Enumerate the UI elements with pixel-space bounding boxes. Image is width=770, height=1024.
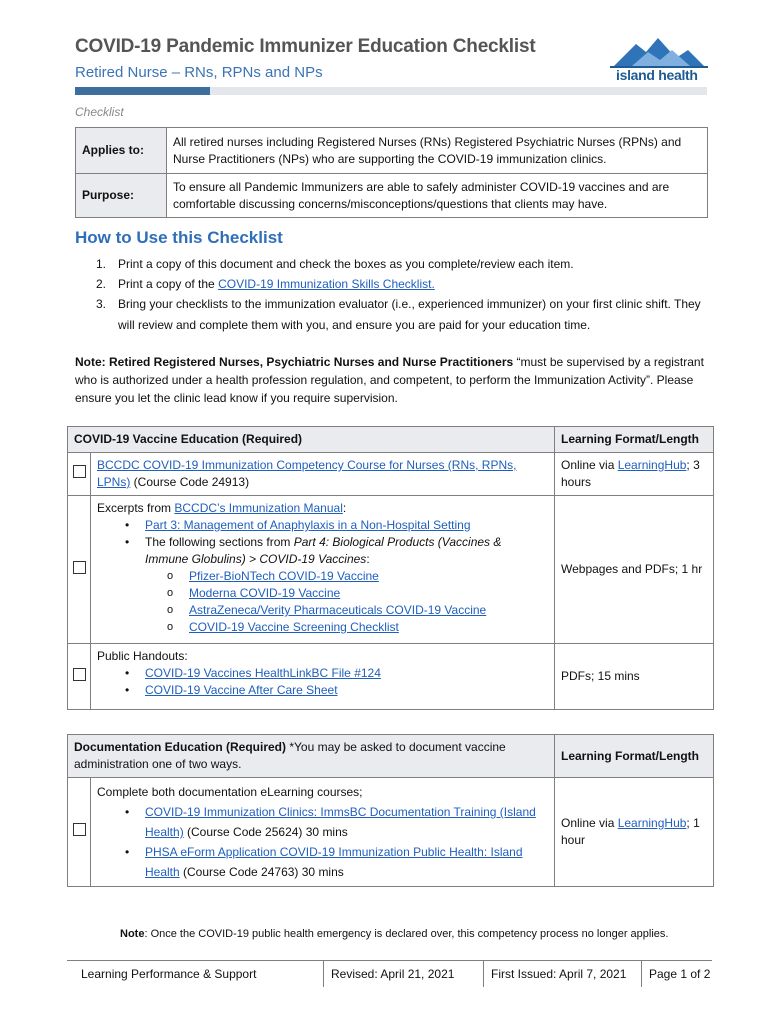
documentation-table-header [68,735,555,778]
purpose-label: Purpose: [76,174,167,218]
checkbox-cell [68,644,91,710]
row-format [555,778,714,887]
island-health-logo [610,36,708,86]
bullet-list [97,665,548,699]
step-text: Print a copy of this document and check the boxes as you complete/review each item. [118,257,574,271]
checkbox[interactable] [73,668,86,681]
note-text: “must be supervised by a registrant who is authorized under a health profession regulation, and competent, to perform the Immunization Activity”. Please ensure you let the clinic lead know if you require supervision. [75,355,704,405]
course-code: (Course Code 24913) [130,475,250,489]
footnote-text: : Once the COVID-19 public health emergency is declared over, this competency process no longer applies. [144,928,669,940]
checkbox[interactable] [73,561,86,574]
intro-text: : [342,501,347,515]
item-text: : [366,552,370,566]
footer-revised: Revised: April 21, 2021 [331,967,455,981]
moderna-link[interactable]: Moderna COVID-19 Vaccine [189,586,341,600]
list-item [135,534,548,636]
row-content [91,778,555,887]
list-item [175,568,548,585]
note-label: Note [75,355,102,369]
note-bold-text: : Retired Registered Nurses, Psychiatric Nurses and Nurse Practitioners [101,355,514,369]
step-text: Print a copy of the [118,277,219,291]
footer-page-number: Page 1 of 2 [649,967,711,981]
footnote-label: Note [120,928,145,940]
mountain-logo-icon [610,36,708,70]
screening-checklist-link[interactable]: COVID-19 Vaccine Screening Checklist [189,620,399,634]
step-1 [96,254,716,274]
document-subtitle: Retired Nurse – RNs, RPNs and NPs [75,64,323,81]
format-text: ; 1 hour [561,816,700,847]
item-italic-text: Part 4: Biological Products (Vaccines & Immune Globulins) > COVID-19 Vaccines [145,535,502,566]
vaccine-education-table [67,426,714,710]
row-format [555,453,714,496]
step-number: 1. [96,257,107,271]
format-text: ; 3 hours [561,458,700,489]
footer-divider [641,961,642,987]
list-item [135,842,548,882]
phsa-eform-link[interactable]: PHSA eForm Application COVID-19 Immunization Public Health: Island Health [145,845,523,879]
steps-list [96,254,716,336]
format-text: Online via [561,816,618,830]
format-header: Learning Format/Length [555,427,714,453]
checkbox[interactable] [73,465,86,478]
list-item [175,602,548,619]
anaphylaxis-link[interactable]: Part 3: Management of Anaphylaxis in a Non-Hospital Setting [145,518,471,532]
checkbox-cell [68,496,91,644]
footer-divider [323,961,324,987]
row-content [91,496,555,644]
row-content [91,453,555,496]
row-format: PDFs; 15 mins [555,644,714,710]
row-format: Webpages and PDFs; 1 hr [555,496,714,644]
list-item [135,682,548,699]
immsbc-training-link[interactable]: COVID-19 Immunization Clinics: ImmsBC Documentation Training (Island Health) [145,805,536,839]
section-label: Checklist [75,105,124,119]
checkbox[interactable] [73,823,86,836]
list-item [135,802,548,842]
purpose-value: To ensure all Pandemic Immunizers are able to safely administer COVID-19 vaccines and are comfortable discussing concerns/misconceptions/questions that clients may have. [167,174,708,218]
footer-issued: First Issued: April 7, 2021 [491,967,627,981]
step-number: 3. [96,297,107,311]
learninghub-link[interactable]: LearningHub [617,458,687,472]
healthlink-file-link[interactable]: COVID-19 Vaccines HealthLinkBC File #124 [145,666,381,680]
how-to-heading: How to Use this Checklist [75,228,283,247]
checkbox-cell [68,453,91,496]
footer-department: Learning Performance & Support [81,967,257,981]
list-item [175,585,548,602]
intro-text: Public Handouts: [97,649,188,663]
list-item [135,517,548,534]
applies-value: All retired nurses including Registered Nurses (RNs) Registered Psychiatric Nurses (RPNs) and Nurse Practitioners (NPs) who are supporting the COVID-19 immunization clinics. [167,128,708,174]
intro-text: Excerpts from [97,501,175,515]
logo-text: island health [616,67,698,83]
list-item [175,619,548,636]
course-code: (Course Code 25624) 30 mins [183,825,348,839]
info-table [75,127,708,218]
format-header: Learning Format/Length [555,735,714,778]
footnote [120,928,720,940]
bullet-list [97,802,548,882]
course-code: (Course Code 24763) 30 mins [179,865,344,879]
sub-list [145,568,548,636]
step-number: 2. [96,277,107,291]
intro-text: Complete both documentation eLearning courses; [97,785,363,799]
applies-label: Applies to: [76,128,167,174]
immunization-manual-link[interactable]: BCCDC’s Immunization Manual [174,501,343,515]
item-text: The following sections from [145,535,294,549]
bullet-list [97,517,548,636]
footer-divider [483,961,484,987]
format-text: Online via [561,458,618,472]
document-title: COVID-19 Pandemic Immunizer Education Checklist [75,36,536,57]
supervision-note [75,353,715,407]
learninghub-link[interactable]: LearningHub [617,816,687,830]
after-care-sheet-link[interactable]: COVID-19 Vaccine After Care Sheet [145,683,338,697]
page-footer [67,960,712,987]
step-2 [96,274,716,294]
astrazeneca-link[interactable]: AstraZeneca/Verity Pharmaceuticals COVID-19 Vaccine [189,603,487,617]
checkbox-cell [68,778,91,887]
list-item [135,665,548,682]
documentation-education-table [67,734,714,887]
row-content [91,644,555,710]
header-text: *You may be asked to document vaccine administration one of two ways. [74,740,506,771]
bccdc-course-link[interactable]: BCCDC COVID-19 Immunization Competency Course for Nurses (RNs, RPNs, LPNs) [97,458,517,489]
pfizer-link[interactable]: Pfizer-BioNTech COVID-19 Vaccine [189,569,379,583]
skills-checklist-link[interactable]: COVID-19 Immunization Skills Checklist. [218,277,435,291]
header-rule [75,87,707,95]
step-text: Bring your checklists to the immunization evaluator (i.e., experienced immunizer) on your first clinic shift. They will review and complete them with you, and ensure you are paid for your education time. [118,297,701,332]
vaccine-table-header: COVID-19 Vaccine Education (Required) [68,427,555,453]
header-bold-text: Documentation Education (Required) [74,740,287,754]
step-3 [96,294,716,336]
